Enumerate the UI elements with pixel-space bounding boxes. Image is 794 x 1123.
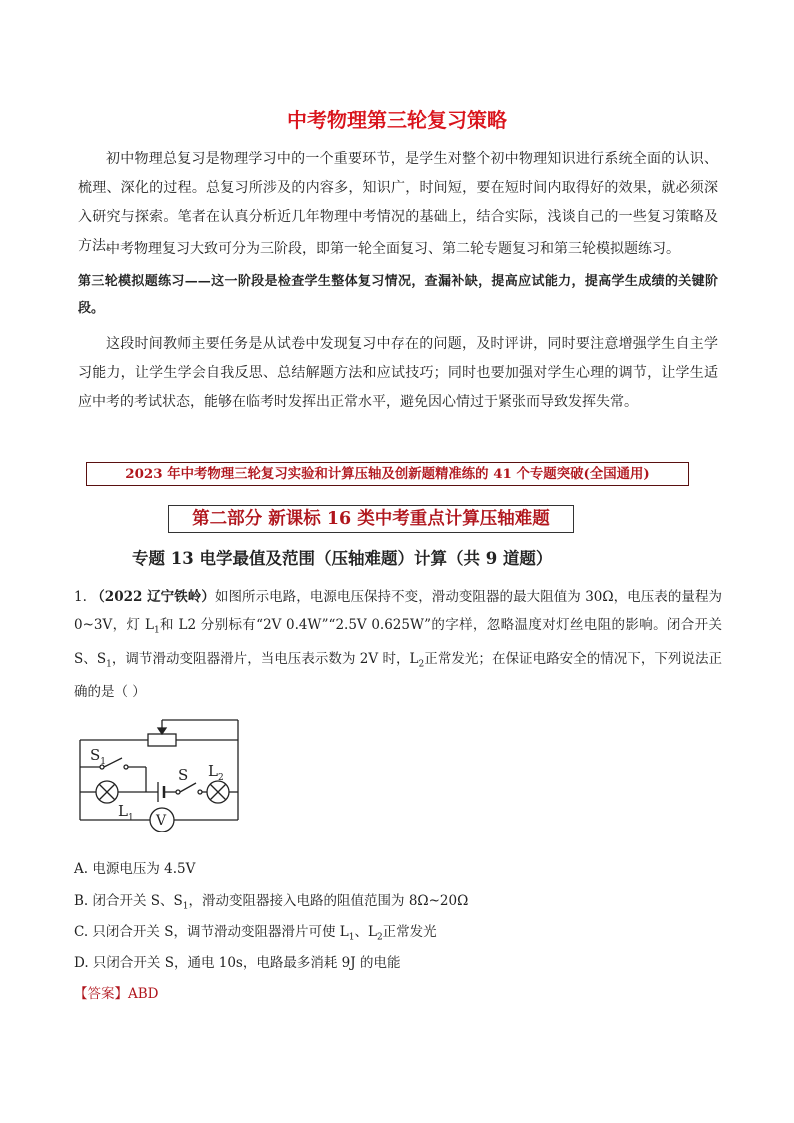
s-terminal-right: [198, 790, 202, 794]
label-l1: $L_1$: [118, 802, 134, 823]
question-sub-1: 1: [153, 625, 160, 636]
teacher-task-paragraph: 这段时间教师主要任务是从试卷中发现复习中存在的问题，及时评讲，同时要注意增强学生自主学习能力，让学生学会自我反思、总结解题方法和应试技巧；同时也要加强对学生心理的调节，让学生适应中考的考试状态，能够在临考时发挥出正常水平，避免因心情过于紧张而导致发挥失常。: [78, 336, 718, 410]
intro-paragraph-2: 中考物理复习大致可分为三阶段，即第一轮全面复习、第二轮专题复习和第三轮模拟题练习。: [106, 241, 680, 257]
question-stem-4: 正常发光；在保证电路安全的情况下，下列说法正确的是（ ）: [74, 650, 723, 701]
option-c: C. 只闭合开关 S，调节滑动变阻器滑片可使 $L_1$、$L_2$正常发光: [74, 924, 437, 943]
option-a: A. 电源电压为 4.5V: [74, 861, 196, 877]
option-b: B. 闭合开关 S、$S_1$，滑动变阻器接入电路的阻值范围为 8Ω~20Ω: [74, 893, 469, 912]
intro-paragraph-1: 初中物理总复习是物理学习中的一个重要环节，是学生对整个初中物理知识进行系统全面的认识、梳理、深化的过程。总复习所涉及的内容多，知识广，时间短，要在短时间内取得好的效果，就必须深入研究与探索。笔者在认真分析近几年物理中考情况的基础上，结合实际，浅谈自己的一些复习策略及方法。: [78, 151, 718, 254]
question-stem-3: ，调节滑动变阻器滑片，当电压表示数为 2V 时，L: [111, 650, 419, 667]
s1-blade: [104, 758, 122, 767]
s-terminal-left: [176, 790, 180, 794]
answer-label: 【答案】: [74, 986, 128, 1002]
highlight-paragraph: 第三轮模拟题练习——这一阶段是检查学生整体复习情况，查漏补缺，提高应试能力，提高学生成绩的关键阶段。: [78, 274, 718, 316]
circuit-diagram: [70, 712, 250, 832]
question-1: [74, 583, 722, 706]
s-blade: [180, 783, 196, 792]
series-banner: 2023 年中考物理三轮复习实验和计算压轴及创新题精准练的 41 个专题突破(全国通用): [86, 462, 689, 486]
answer: [74, 982, 159, 1002]
label-s: S: [178, 766, 189, 784]
slider-arrow: [158, 728, 166, 734]
label-l2: $L_2$: [208, 762, 224, 783]
question-stem-2: 和 L2 分别标有“2V 0.4W”“2.5V 0.625W”的字样，忽略温度对灯丝电阻的影响。闭合开关 S、S: [74, 617, 722, 667]
question-number: 1.: [74, 589, 87, 605]
question-source: （2022 辽宁铁岭）: [91, 589, 215, 605]
part-title: 第二部分 新课标 16 类中考重点计算压轴难题: [168, 505, 574, 533]
answer-value: ABD: [128, 986, 159, 1002]
question-sub-3: 2: [418, 659, 425, 670]
rheostat: [148, 734, 176, 746]
label-s1: $S_1$: [90, 746, 107, 767]
option-d: D. 只闭合开关 S，通电 10s，电路最多消耗 9J 的电能: [74, 955, 401, 971]
topic-heading: 专题 13 电学最值及范围（压轴难题）计算（共 9 道题）: [132, 549, 553, 568]
question-sub-2: 1: [106, 659, 112, 670]
question-stem-1: 如图所示电路，电源电压保持不变，滑动变阻器的最大阻值为 30Ω，电压表的量程为 0~3V，灯 L: [74, 589, 722, 633]
label-voltmeter: V: [156, 813, 167, 829]
s1-terminal-right: [124, 765, 128, 769]
page-title: 中考物理第三轮复习策略: [287, 108, 507, 132]
